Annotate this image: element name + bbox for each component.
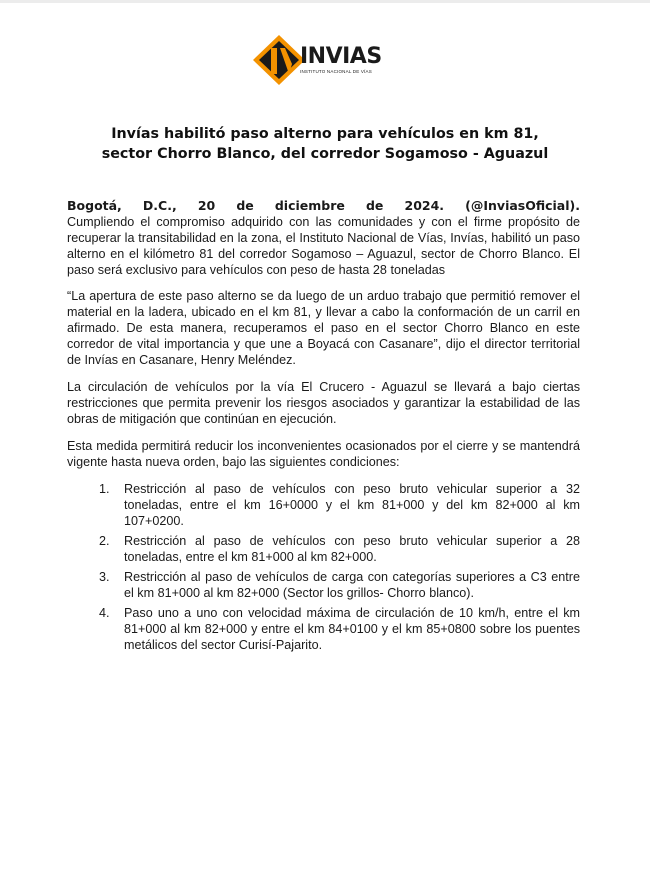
condition-number: 1. xyxy=(99,482,110,496)
condition-number: 3. xyxy=(99,570,110,584)
lead-paragraph: Cumpliendo el compromiso adquirido con las comunidades y con el firme propósito de recuperar la transitabilidad en la zona, el Instituto Nacional de Vías, Invías, habilitó un paso alterno en el kilómetro 81 del corredor Sogamoso – Aguazul, sector de Chorro Blanco. El paso será exclusivo para vehículos con peso de hasta 28 toneladas xyxy=(67,215,580,277)
condition-text: Paso uno a uno con velocidad máxima de circulación de 10 km/h, entre el km 81+000 al km 82+000 y entre el km 84+0100 y el km 85+0800 sobre los puentes metálicos del sector Curisí-Pajarito. xyxy=(124,606,580,652)
condition-number: 2. xyxy=(99,534,110,548)
logo-wordmark: INVIAS xyxy=(300,43,382,69)
quote-paragraph: “La apertura de este paso alterno se da luego de un arduo trabajo que permitió remover el material en la ladera, ubicado en el km 81, y llevar a cabo la conformación de un carril en afirmado. De esta manera, recuperamos el paso en el sector Chorro Blanco en este corredor de vital importancia y que une a Boyacá con Casanare”, dijo el director territorial de Invías en Casanare, Henry Meléndez. xyxy=(67,289,580,367)
press-release-body xyxy=(67,198,580,657)
logo-subtitle: INSTITUTO NACIONAL DE VÍAS xyxy=(300,68,372,74)
condition-item xyxy=(67,481,580,529)
dateline: Bogotá, D.C., 20 de diciembre de 2024. (@InviasOficial). xyxy=(67,198,580,213)
condition-text: Restricción al paso de vehículos de carga con categorías superiores a C3 entre el km 81+000 al km 82+000 (Sector los grillos- Chorro blanco). xyxy=(124,570,580,600)
conditions-list xyxy=(67,481,580,653)
condition-text: Restricción al paso de vehículos con peso bruto vehicular superior a 28 toneladas, entre el km 81+000 al km 82+000. xyxy=(124,534,580,564)
circulation-paragraph: La circulación de vehículos por la vía El Crucero - Aguazul se llevará a bajo ciertas restricciones que permita prevenir los riesgos asociados y garantizar la estabilidad de las obras de mitigación que continúan en ejecución. xyxy=(67,380,580,426)
condition-item xyxy=(67,533,580,565)
page-top-edge xyxy=(0,0,650,3)
press-release-title: Invías habilitó paso alterno para vehículos en km 81, sector Chorro Blanco, del corredor Sogamoso - Aguazul xyxy=(101,126,549,162)
invias-diamond-icon xyxy=(252,34,306,86)
condition-text: Restricción al paso de vehículos con peso bruto vehicular superior a 32 toneladas, entre el km 16+0000 y el km 81+000 y del km 82+000 al km 107+0200. xyxy=(124,482,580,528)
condition-item xyxy=(67,605,580,653)
condition-number: 4. xyxy=(99,606,110,620)
invias-logo xyxy=(252,34,392,86)
measure-paragraph: Esta medida permitirá reducir los inconvenientes ocasionados por el cierre y se mantendrá vigente hasta nueva orden, bajo las siguientes condiciones: xyxy=(67,439,580,469)
condition-item xyxy=(67,569,580,601)
